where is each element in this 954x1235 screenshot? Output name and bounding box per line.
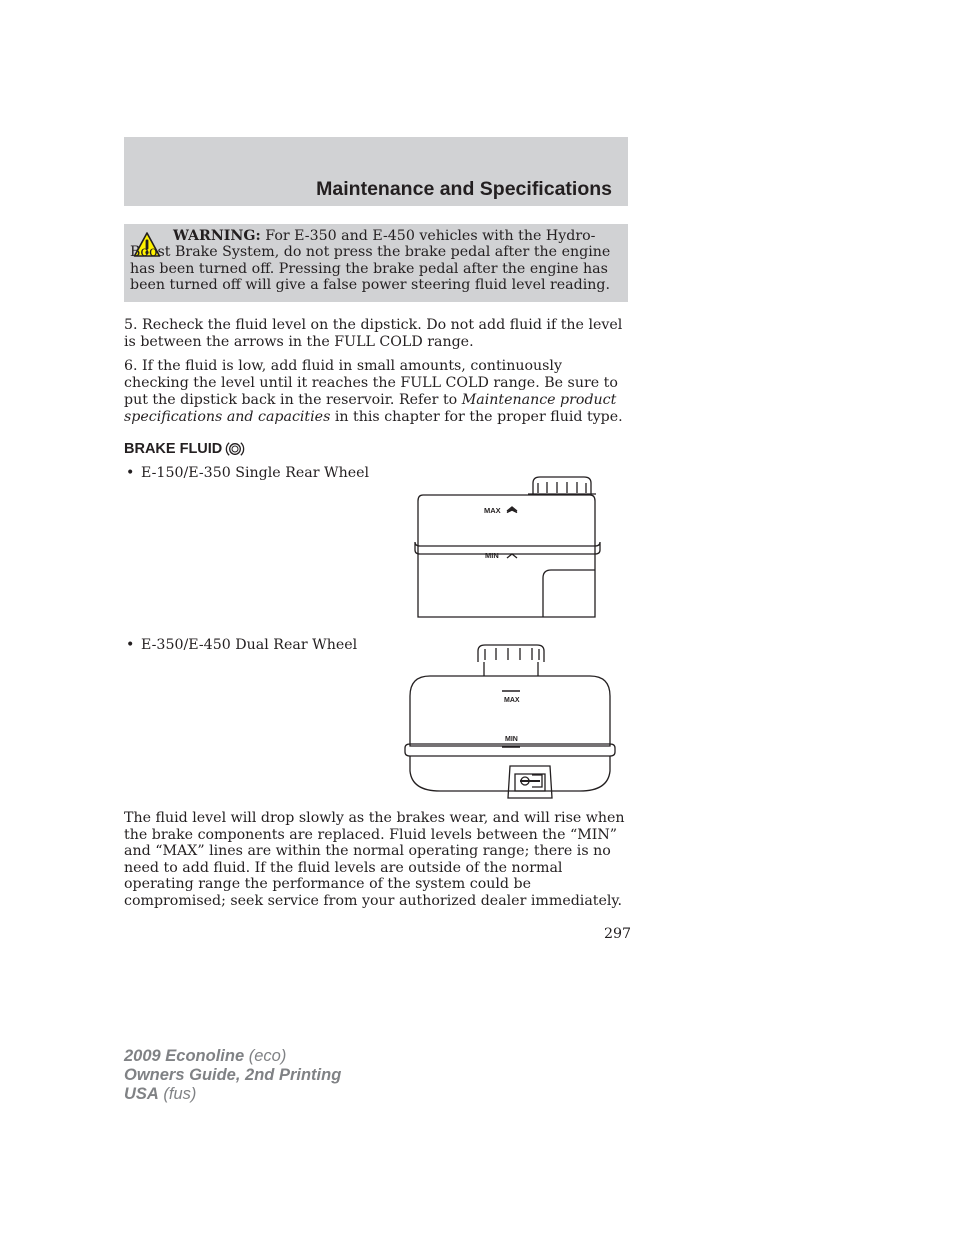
list-item bbox=[126, 465, 369, 482]
footer-line-3 bbox=[124, 1085, 341, 1104]
footer-model-code: (eco) bbox=[244, 1047, 287, 1065]
list-item-label: E-350/E-450 Dual Rear Wheel bbox=[141, 637, 358, 653]
page-number: 297 bbox=[604, 926, 632, 942]
footer-line-2 bbox=[124, 1066, 341, 1085]
reservoir-body bbox=[418, 495, 595, 617]
warning-label: WARNING: bbox=[173, 228, 261, 244]
document-footer bbox=[124, 1047, 341, 1103]
min-mark-label: MIN bbox=[485, 551, 499, 560]
footer-printing: Owners Guide, 2nd Printing bbox=[124, 1065, 342, 1084]
step-5-paragraph: 5. Recheck the fluid level on the dipstick. Do not add fluid if the level is between the arrows in the FULL COLD range. bbox=[124, 317, 623, 351]
min-mark-label: MIN bbox=[505, 736, 518, 743]
footer-market: USA bbox=[124, 1084, 159, 1103]
list-item-label: E-150/E-350 Single Rear Wheel bbox=[141, 465, 370, 481]
list-item bbox=[126, 637, 357, 654]
footer-model: 2009 Econoline bbox=[124, 1047, 245, 1065]
reservoir-diagram-single-rear-wheel bbox=[410, 474, 604, 622]
footer-line-1 bbox=[124, 1047, 341, 1066]
footer-market-code: (fus) bbox=[158, 1084, 197, 1103]
step-6-text: 6. If the fluid is low, add fluid in small amounts, continuously checking the level until it reaches the FULL COLD range. Be sure to put the dipstick back in the reservoir. Refer to bbox=[124, 358, 618, 408]
step-6-paragraph bbox=[124, 358, 630, 426]
section-title: Maintenance and Specifications bbox=[316, 178, 612, 200]
reservoir-diagram-dual-rear-wheel bbox=[400, 641, 620, 801]
warning-body: For E-350 and E-450 vehicles with the Hydro-Boost Brake System, do not press the brake pedal after the engine has been turned off. Pressing the brake pedal after the engine has been turned off will give a false power steering fluid level reading. bbox=[130, 228, 611, 294]
reservoir-cap bbox=[533, 477, 591, 494]
brake-fluid-symbol-icon bbox=[225, 439, 245, 459]
bullet-marker: • bbox=[126, 637, 135, 653]
warning-text bbox=[130, 228, 620, 294]
max-mark-label: MAX bbox=[484, 506, 501, 515]
bullet-marker: • bbox=[126, 465, 135, 481]
brake-fluid-heading-text: BRAKE FLUID bbox=[124, 441, 223, 457]
step-6-text-end: in this chapter for the proper fluid type. bbox=[330, 409, 623, 425]
step-6-reference: Maintenance product specifications and capacities bbox=[124, 392, 617, 425]
warning-box bbox=[124, 224, 628, 302]
section-header-band bbox=[124, 137, 628, 206]
reservoir-cap bbox=[478, 645, 544, 662]
brake-fluid-paragraph: The fluid level will drop slowly as the brakes wear, and will rise when the brake components are replaced. Fluid levels between the “MIN” and “MAX” lines are within the normal operating range; there is no need to add fluid. If the fluid levels are outside of the normal operating range the performance of the system could be compromised; seek service from your authorized dealer immediately. bbox=[124, 810, 625, 909]
max-mark-label: MAX bbox=[504, 697, 520, 704]
brake-fluid-heading bbox=[124, 439, 245, 459]
